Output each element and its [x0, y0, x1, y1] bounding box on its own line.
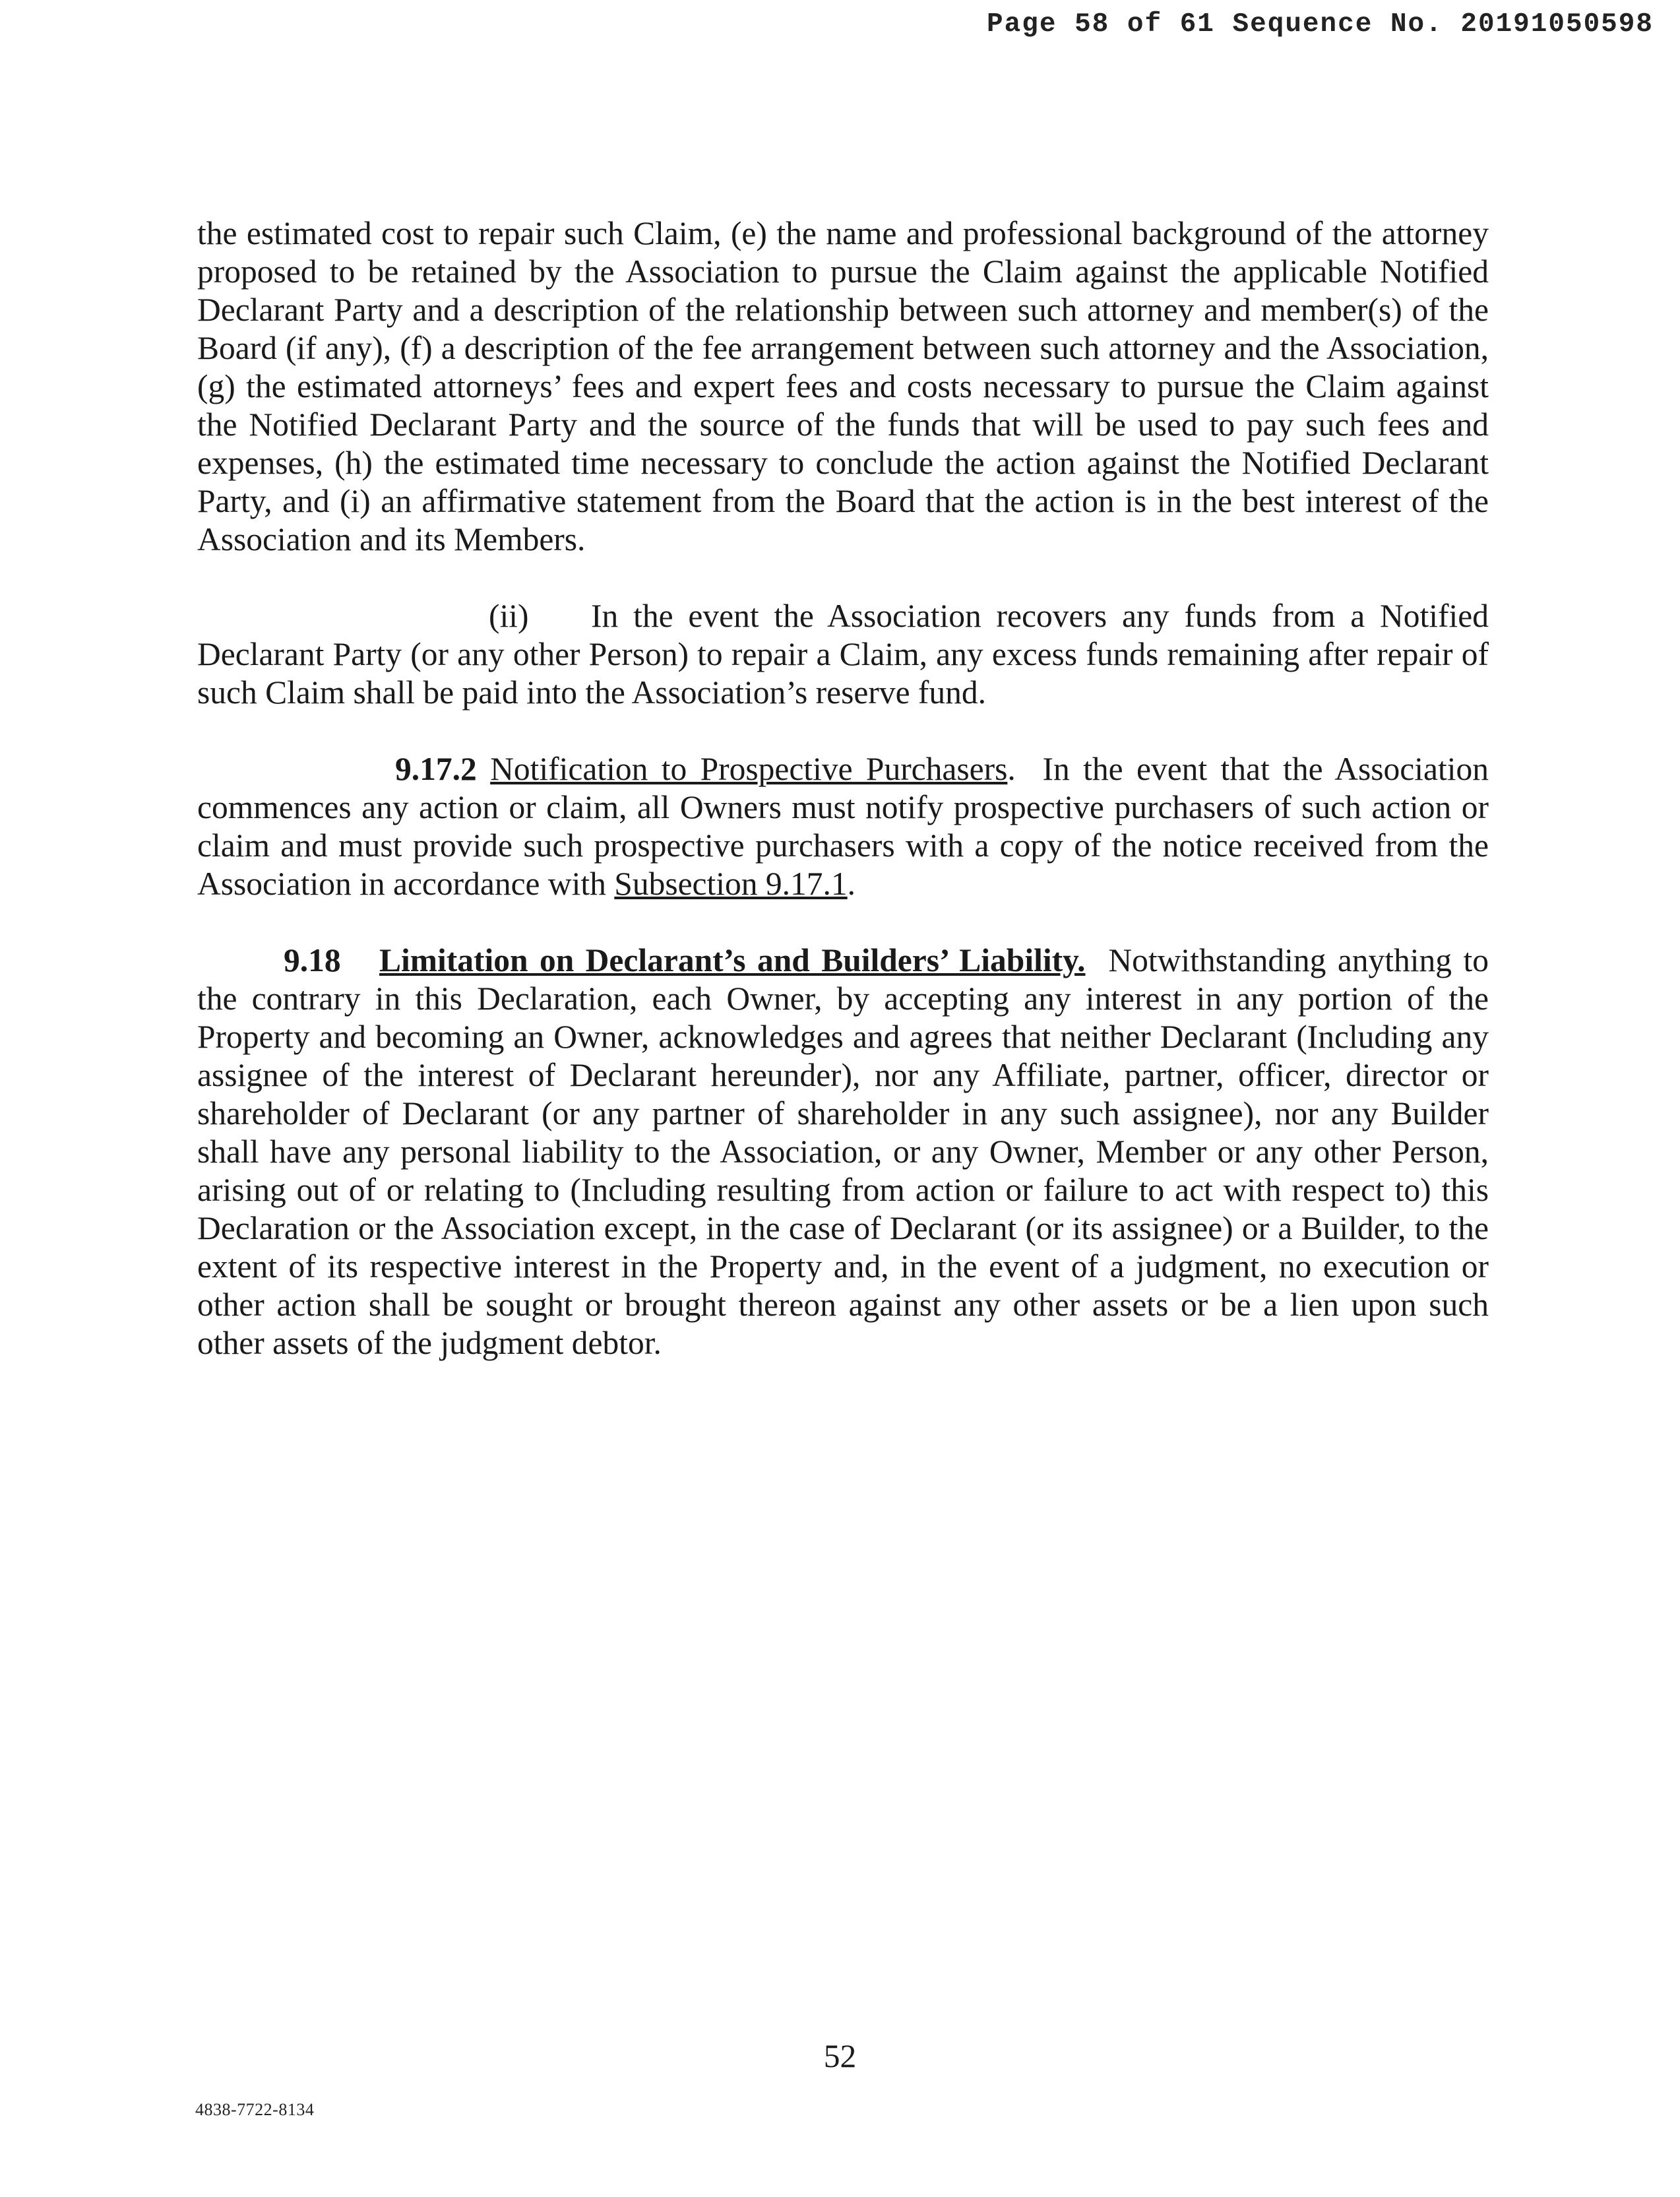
paragraph-continuation: the estimated cost to repair such Claim, (e) the name and professional background of the attorney proposed to be retained by the Association to pursue the Claim against the applicable Notified Declarant Party and a description of the relationship between such attorney and member(s) of the Board (if any), (f) a description of the fee arrangement between such attorney and the Association, (g) the estimated attorneys’ fees and expert fees and costs necessary to pursue the Claim against the Notified Declarant Party and the source of the funds that will be used to pay such fees and expenses, (h) the estimated time necessary to conclude the action against the Notified Declarant Party, and (i) an affirmative statement from the Board that the action is in the best interest of the Association and its Members. — [197, 215, 1489, 557]
sequence-stamp: Page 58 of 61 Sequence No. 20191050598 — [987, 9, 1654, 40]
section-9-17-2 — [197, 750, 1489, 903]
document-body — [197, 214, 1489, 1401]
section-heading: Notification to Prospective Purchasers — [490, 751, 1008, 787]
paragraph-text: In the event that the Association commences any action or claim, all Owners must notify prospective purchasers of such action or claim and must provide such prospective purchasers with a copy of the notice received from the Association in accordance with — [197, 751, 1489, 902]
heading-punctuation: . — [1007, 751, 1016, 787]
item-number: (ii) — [489, 598, 529, 634]
paragraph-ii — [197, 597, 1489, 712]
paragraph-text: Notwithstanding anything to the contrary in this Declaration, each Owner, by accepting any interest in any portion of the Property and becoming an Owner, acknowledges and agrees that neither Declarant (Including any assignee of the interest of Declarant hereunder), nor any Affiliate, partner, officer, director or shareholder of Declarant (or any partner of shareholder in any such assignee), nor any Builder shall have any personal liability to the Association, or any Owner, Member or any other Person, arising out of or relating to (Including resulting from action or failure to act with respect to) this Declaration or the Association except, in the case of Declarant (or its assignee) or a Builder, to the extent of its respective interest in the Property and, in the event of a judgment, no execution or other action shall be sought or brought thereon against any other assets or be a lien upon such other assets of the judgment debtor. — [197, 942, 1489, 1361]
section-9-18 — [197, 941, 1489, 1362]
reference-punctuation: . — [847, 866, 856, 902]
page-number: 52 — [823, 2038, 857, 2074]
section-heading: Limitation on Declarant’s and Builders’ Liability. — [379, 942, 1086, 978]
paragraph-text: In the event the Association recovers any funds from a Notified Declarant Party (or any other Person) to repair a Claim, any excess funds remaining after repair of such Claim shall be paid into the Association’s reserve fund. — [197, 598, 1489, 711]
section-number: 9.17.2 — [395, 751, 477, 787]
section-number: 9.18 — [284, 942, 341, 978]
document-id: 4838-7722-8134 — [195, 2100, 315, 2119]
cross-reference: Subsection 9.17.1 — [614, 866, 848, 902]
